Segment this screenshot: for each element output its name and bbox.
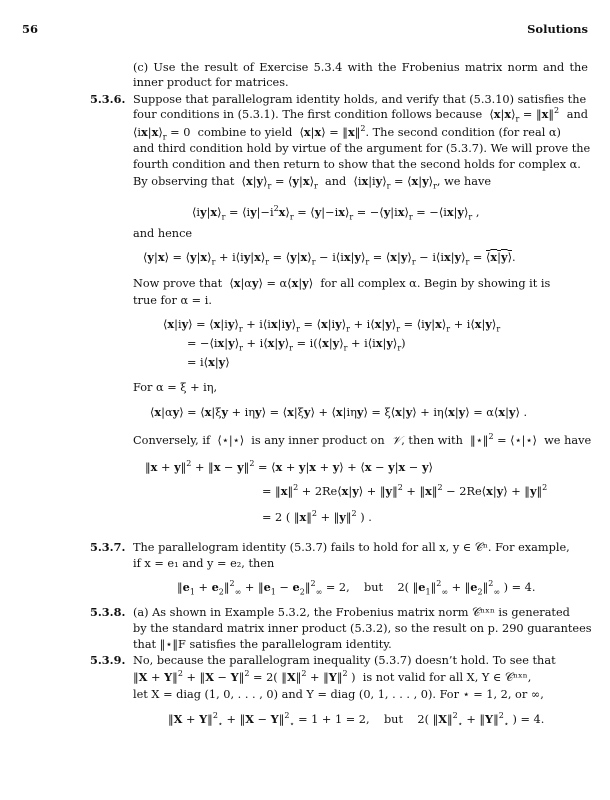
part-c-text: (c) Use the result of Exercise 5.3.4 with the Frobenius matrix norm and the inner product for matrices. xyxy=(133,61,588,89)
true-for-line: true for α = i. xyxy=(133,294,212,307)
p536-line2: four conditions in (5.3.1). The first condition follows because $⟨x|x⟩_r$ = ‖x‖$^2$ and xyxy=(133,106,588,124)
p536-line3: $⟨ix|x⟩_r = 0$ combine to yield ⟨x|x⟩ = ‖x‖$^2$. The second condition (for real α) xyxy=(133,124,561,142)
p536-line1: Suppose that parallelogram identity holds, and verify that (5.3.10) satisfies the xyxy=(133,93,587,106)
p536-line2-end: and xyxy=(566,108,588,121)
p536-line3-mid: combine to yield xyxy=(197,126,293,139)
conversely-a: Conversely, if xyxy=(133,434,211,447)
equation-6: $‖e_1$ + $e_2‖^2_\infty$ + $‖e_1$ − $e_2‖^2_\infty = 2$, but 2( $‖e_1‖^2_\infty$ + $‖e_2‖^2_\infty$ ) = 4. xyxy=(177,579,536,597)
equation-4: ⟨x|αy⟩ = ⟨x|ξy + iηy⟩ = ⟨x|ξy⟩ + ⟨x|iηy⟩ = ξ⟨x|y⟩ + iη⟨x|y⟩ = α⟨x|y⟩ . xyxy=(150,405,528,419)
p536-line6-c: , we have xyxy=(436,175,492,188)
p539-line3: let X = diag (1, 0, . . . , 0) and Y = diag (0, 1, . . . , 0). For ⋆ = 1, 2, or ∞, xyxy=(133,688,544,701)
equation-5b: = ‖x‖$^2$ + 2Re⟨x|y⟩ + ‖y‖$^2$ + ‖x‖$^2$ − 2Re⟨x|y⟩ + ‖y‖$^2$ xyxy=(262,483,548,498)
p536-line5: fourth condition and then return to show that the second holds for complex α. xyxy=(133,158,581,171)
exercise-5-3-8-number: 5.3.8. xyxy=(90,605,126,619)
p536-line6: By observing that $⟨x|y⟩_r$ = $⟨y|x⟩_r$ and $⟨ix|iy⟩_r$ = $⟨x|y⟩_r$, we have xyxy=(133,174,492,191)
p537-line1: The parallelogram identity (5.3.7) fails to hold for all x, y ∈ 𝒞ⁿ. For example, xyxy=(133,541,570,554)
exercise-5-3-9-number: 5.3.9. xyxy=(90,653,126,667)
equation-5c: = 2 ( ‖x‖$^2$ + ‖y‖$^2$ ) . xyxy=(262,509,372,524)
now-prove-b: for all complex α. Begin by showing it is xyxy=(320,277,551,290)
p536-line3-end: . The second condition (for real α) xyxy=(365,126,561,139)
page-number: 56 xyxy=(22,22,39,36)
equation-3c: = i⟨x|y⟩ xyxy=(187,355,230,369)
now-prove-a: Now prove that xyxy=(133,277,223,290)
equation-1: $⟨iy|x⟩_r$ = $⟨iy|-i^2x⟩_r$ = $⟨y|-ix⟩_r$ = $-⟨y|ix⟩_r$ = $-⟨ix|y⟩_r$ , xyxy=(192,204,480,222)
conversely-d: we have xyxy=(544,434,592,447)
p536-line6-b: and xyxy=(325,175,347,188)
p538-line2: by the standard matrix inner product (5.3.2), so the result on p. 290 guarantees xyxy=(133,622,592,635)
equation-7: ‖X + Y‖$^2_⋆$ + ‖X − Y‖$^2_⋆$ = 1 + 1 = 2, but 2( ‖X‖$^2_⋆$ + ‖Y‖$^2_⋆$ ) = 4. xyxy=(168,711,545,729)
now-prove-line: Now prove that ⟨x|αy⟩ = α⟨x|y⟩ for all complex α. Begin by showing it is xyxy=(133,276,551,290)
p536-line6-a: By observing that xyxy=(133,175,235,188)
p538-line3: that ‖⋆‖F satisfies the parallelogram identity. xyxy=(133,638,392,651)
equation-3a: ⟨x|iy⟩ = $⟨x|iy⟩_r$ + $i⟨ix|iy⟩_r$ = $⟨x|iy⟩_r$ + $i⟨x|y⟩_r$ = $⟨iy|x⟩_r$ + $i⟨x|y⟩_r$ xyxy=(163,317,501,334)
exercise-5-3-6-number: 5.3.6. xyxy=(90,92,126,106)
p539-line2-end: is not valid for all X, Y ∈ 𝒞ⁿˣⁿ, xyxy=(362,671,532,684)
p539-line2: ‖X + Y‖$^2$ + ‖X − Y‖$^2$ = 2( ‖X‖$^2$ + ‖Y‖$^2$ ) is not valid for all X, Y ∈ 𝒞ⁿˣⁿ, xyxy=(133,669,532,684)
for-alpha-line: For α = ξ + iη, xyxy=(133,381,218,394)
equation-3b: = $-⟨ix|y⟩_r$ + $i⟨x|y⟩_r$ = $i(⟨x|y⟩_r$ + $i⟨ix|y⟩_r$) xyxy=(187,336,406,353)
running-head: Solutions xyxy=(527,22,588,36)
p536-line4: and third condition hold by virtue of the argument for (5.3.7). We will prove the xyxy=(133,142,591,155)
conversely-b: is any inner product on xyxy=(251,434,385,447)
conversely-line: Conversely, if ⟨⋆|⋆⟩ is any inner product on 𝒱, then with ‖⋆‖$^2$ = ⟨⋆|⋆⟩ we have xyxy=(133,432,592,447)
p537-line2: if x = e₁ and y = e₂, then xyxy=(133,557,275,570)
equation-2: ⟨y|x⟩ = $⟨y|x⟩_r$ + $i⟨iy|x⟩_r$ = $⟨y|x⟩_r$ − $i⟨ix|y⟩_r$ = $⟨x|y⟩_r$ − $i⟨ix|y⟩_r$ = ⟨x|y⟩. xyxy=(143,250,516,267)
and-hence: and hence xyxy=(133,227,193,240)
but-word-1: but xyxy=(364,581,384,594)
p539-line1: No, because the parallelogram inequality (5.3.7) doesn’t hold. To see that xyxy=(133,654,556,667)
exercise-5-3-7-number: 5.3.7. xyxy=(90,540,126,554)
equation-5a: ‖x + y‖$^2$ + ‖x − y‖$^2$ = ⟨x + y|x + y⟩ + ⟨x − y|x − y⟩ xyxy=(145,459,433,474)
but-word-2: but xyxy=(383,713,404,726)
p538-line1: (a) As shown in Example 5.3.2, the Frobenius matrix norm 𝒞ⁿˣⁿ is generated xyxy=(133,606,570,619)
p536-line2-text: four conditions in (5.3.1). The first condition follows because xyxy=(133,108,483,121)
conversely-c: , then with xyxy=(401,434,463,447)
